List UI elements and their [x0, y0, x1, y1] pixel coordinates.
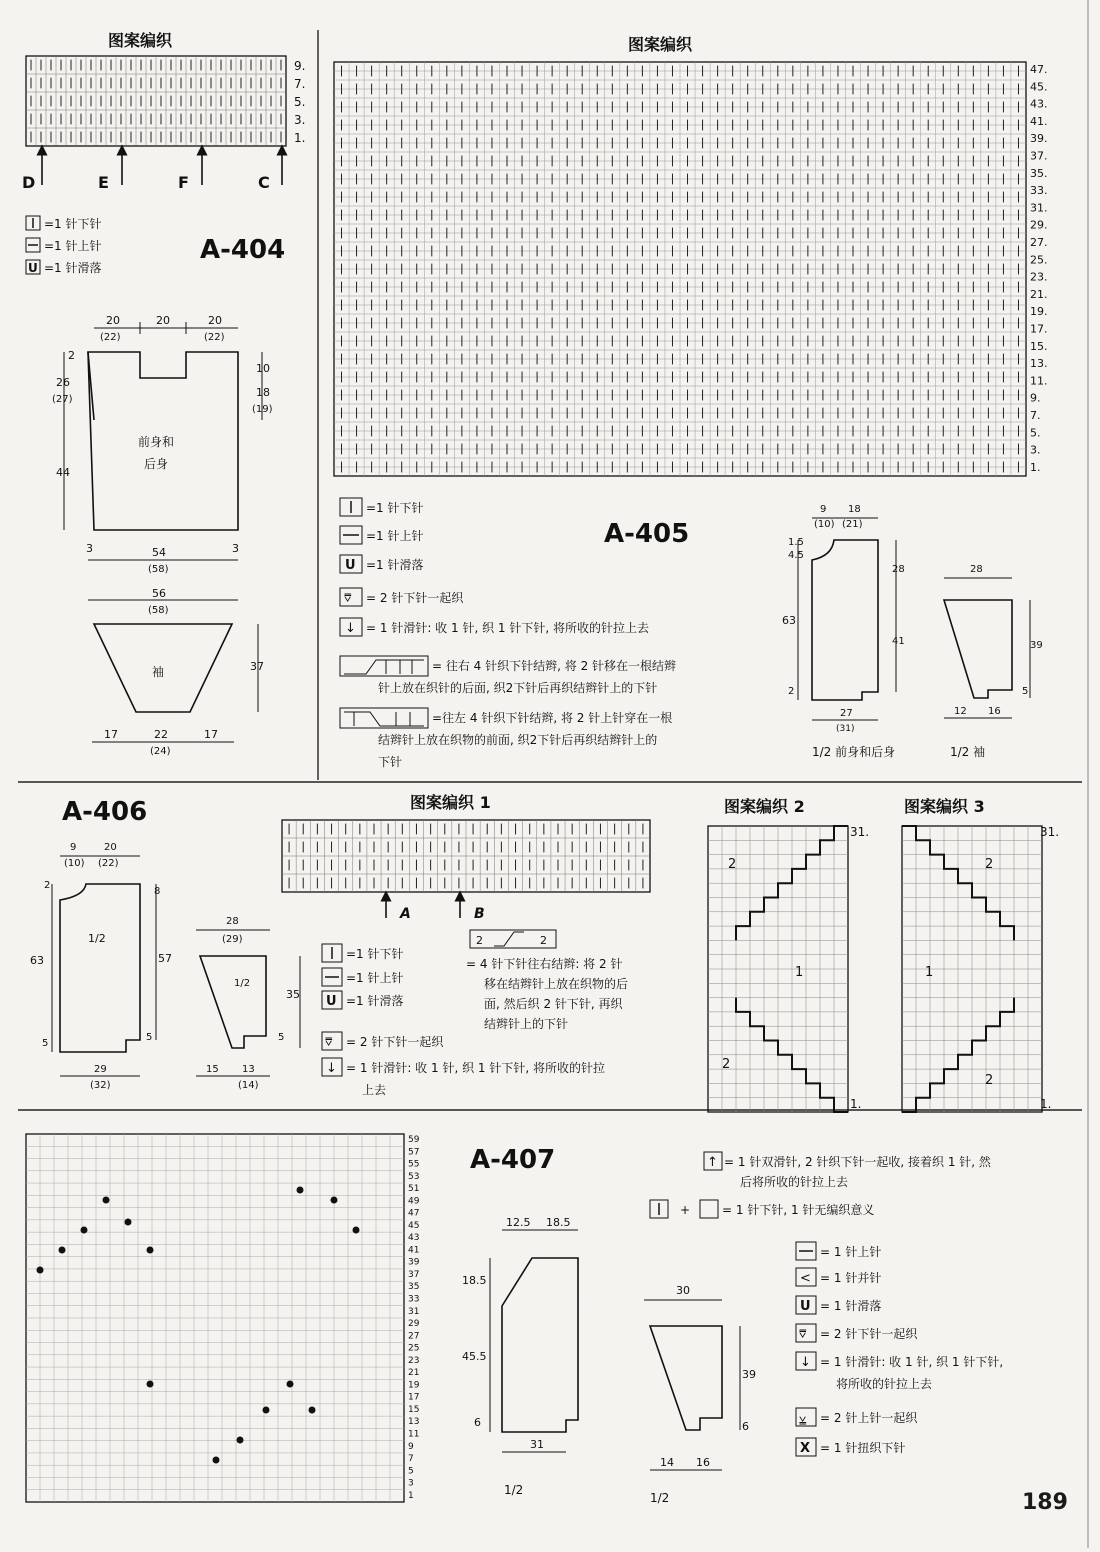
- svg-text:5: 5: [42, 1038, 49, 1049]
- marker-f: F: [178, 173, 189, 192]
- row-number: 27: [408, 1331, 420, 1342]
- svg-text:3: 3: [232, 542, 239, 555]
- row-number: 3: [408, 1478, 414, 1489]
- row-number: 17.: [1030, 322, 1048, 336]
- svg-text:18.5: 18.5: [462, 1274, 487, 1287]
- chart1-title: 图案编织 1: [410, 793, 491, 812]
- svg-text:+: +: [680, 1203, 691, 1217]
- row-number: 15.: [1030, 339, 1048, 353]
- svg-text:1: 1: [795, 965, 804, 980]
- svg-text:⩢: ⩢: [799, 1327, 807, 1341]
- svg-text:45.5: 45.5: [462, 1350, 487, 1363]
- svg-text:上去: 上去: [362, 1083, 387, 1097]
- row-number: 35.: [1030, 166, 1048, 180]
- svg-text:移在结辫针上放在织物的后: 移在结辫针上放在织物的后: [484, 977, 629, 991]
- svg-text:⩢: ⩢: [344, 591, 352, 605]
- svg-text:= 往右 4 针织下针结辫, 将 2 针移在一根结辫: = 往右 4 针织下针结辫, 将 2 针移在一根结辫: [432, 659, 677, 673]
- svg-text:30: 30: [676, 1284, 690, 1297]
- svg-text:= 1 针滑落: = 1 针滑落: [820, 1299, 882, 1313]
- row-number: 37.: [1030, 149, 1048, 163]
- row-number: 5.: [294, 95, 306, 109]
- svg-text:29: 29: [94, 1064, 107, 1075]
- svg-text:2: 2: [44, 880, 51, 891]
- row-number: 3.: [1030, 443, 1041, 457]
- svg-text:=1 针滑落: =1 针滑落: [346, 994, 404, 1008]
- svg-text:= 1 针滑针: 收 1 针, 织 1 针下针, 将所收的针: = 1 针滑针: 收 1 针, 织 1 针下针, 将所收的针拉: [346, 1061, 605, 1075]
- legend-knit: =1 针下针: [44, 217, 102, 231]
- svg-text:(10): (10): [814, 519, 835, 530]
- row-number: 9: [408, 1441, 414, 1452]
- svg-text:(29): (29): [222, 934, 243, 945]
- row-number: 1.: [1030, 460, 1041, 474]
- svg-text:= 2 针下针一起织: = 2 针下针一起织: [820, 1327, 918, 1341]
- svg-text:↑: ↑: [707, 1155, 718, 1170]
- svg-text:13: 13: [242, 1064, 255, 1075]
- svg-text:=往左 4 针织下针结辫, 将 2 针上针穿在一根: =往左 4 针织下针结辫, 将 2 针上针穿在一根: [432, 711, 673, 725]
- svg-text:面, 然后织 2 针下针, 再织: 面, 然后织 2 针下针, 再织: [484, 997, 623, 1011]
- row-number: 13: [408, 1417, 420, 1428]
- svg-text:=1 针滑落: =1 针滑落: [366, 558, 424, 572]
- row-number: 7.: [1030, 409, 1041, 422]
- svg-text:22: 22: [154, 728, 168, 741]
- svg-text:31: 31: [530, 1438, 544, 1451]
- svg-text:= 2 针上针一起织: = 2 针上针一起织: [820, 1411, 918, 1425]
- svg-text:= 2 针下针一起织: = 2 针下针一起织: [346, 1035, 444, 1049]
- row-numbers-404: [294, 59, 305, 145]
- row-number: 9.: [1030, 391, 1041, 405]
- svg-text:6: 6: [742, 1420, 749, 1433]
- svg-text:结辫针上放在织物的前面, 织2下针后再织结辫针上的: 结辫针上放在织物的前面, 织2下针后再织结辫针上的: [378, 733, 658, 747]
- svg-text:↓: ↓: [326, 1061, 337, 1076]
- svg-text:15: 15: [206, 1064, 219, 1075]
- svg-text:2: 2: [68, 349, 75, 362]
- svg-text:针上放在织针的后面, 织2下针后再织结辫针上的下针: 针上放在织针的后面, 织2下针后再织结辫针上的下针: [378, 681, 658, 695]
- row-number: 9.: [294, 59, 306, 73]
- row-number: 43: [408, 1233, 420, 1244]
- row-number: 39: [408, 1257, 420, 1268]
- svg-text:下针: 下针: [378, 755, 403, 769]
- svg-text:44: 44: [56, 466, 70, 479]
- svg-text:1/2: 1/2: [650, 1491, 670, 1505]
- svg-text:3: 3: [86, 542, 93, 555]
- svg-text:= 1 针滑针: 收 1 针, 织 1 针下针,: = 1 针滑针: 收 1 针, 织 1 针下针,: [820, 1355, 1004, 1369]
- marker-b: B: [474, 906, 485, 922]
- sleeve-caption-405: 1/2 袖: [950, 745, 986, 759]
- pattern-id-405: A-405: [604, 519, 690, 549]
- svg-text:(10): (10): [64, 858, 85, 869]
- svg-text:2: 2: [985, 1073, 994, 1088]
- svg-text:↓: ↓: [800, 1355, 811, 1370]
- svg-text:(19): (19): [252, 404, 273, 415]
- svg-text:18: 18: [848, 504, 861, 515]
- svg-text:后将所收的针拉上去: 后将所收的针拉上去: [740, 1175, 849, 1189]
- row-number: 11: [408, 1429, 420, 1440]
- svg-text:9: 9: [70, 842, 77, 853]
- svg-text:2: 2: [985, 857, 994, 872]
- svg-text:1/2: 1/2: [88, 932, 106, 945]
- svg-text:=1 针上针: =1 针上针: [366, 529, 424, 543]
- row-number: 31.: [1030, 201, 1048, 215]
- row-number: 1: [408, 1490, 414, 1501]
- svg-text:28: 28: [970, 564, 983, 575]
- row-number: 3.: [294, 113, 306, 127]
- svg-text:10: 10: [256, 362, 270, 375]
- svg-text:20: 20: [208, 314, 222, 327]
- body-caption-405: 1/2 前身和后身: [812, 745, 896, 759]
- svg-text:1/2: 1/2: [234, 978, 251, 989]
- svg-text:(22): (22): [100, 332, 121, 343]
- pattern-id-407: A-407: [470, 1145, 556, 1175]
- row-number: 35: [408, 1282, 420, 1293]
- sleeve-piece-405: [944, 600, 1012, 698]
- svg-text:<: <: [800, 1271, 811, 1286]
- svg-text:39: 39: [1030, 640, 1043, 651]
- row-number: 29.: [1030, 218, 1048, 232]
- svg-text:57: 57: [158, 952, 172, 965]
- svg-text:↓: ↓: [345, 621, 356, 636]
- svg-text:= 4 针下针往右结辫: 将 2 针: = 4 针下针往右结辫: 将 2 针: [466, 957, 623, 971]
- section-a406: [30, 793, 1059, 1112]
- svg-text:=1 针下针: =1 针下针: [366, 501, 424, 515]
- svg-text:= 1 针扭织下针: = 1 针扭织下针: [820, 1441, 906, 1455]
- svg-text:20: 20: [106, 314, 120, 327]
- svg-text:2: 2: [476, 934, 483, 947]
- row-number: 7: [408, 1454, 414, 1465]
- svg-text:2: 2: [788, 686, 795, 697]
- row-number: 41: [408, 1245, 420, 1256]
- svg-text:(22): (22): [204, 332, 225, 343]
- row-number: 27.: [1030, 236, 1048, 249]
- svg-text:16: 16: [988, 706, 1001, 717]
- svg-text:1: 1: [925, 965, 934, 980]
- marker-c: C: [258, 173, 270, 192]
- svg-text:39: 39: [742, 1368, 756, 1381]
- row-number: 7.: [294, 77, 306, 91]
- section-a404: [22, 31, 305, 757]
- row-number: 25: [408, 1343, 420, 1354]
- svg-text:31.: 31.: [1040, 825, 1060, 839]
- row-number: 49: [408, 1196, 420, 1207]
- chart-title-405: 图案编织: [628, 35, 693, 54]
- row-numbers-407: [408, 1135, 420, 1501]
- row-number: 23: [408, 1355, 420, 1366]
- svg-text:(58): (58): [148, 605, 169, 616]
- row-number: 51: [408, 1184, 420, 1195]
- svg-text:35: 35: [286, 988, 300, 1001]
- svg-text:20: 20: [104, 842, 117, 853]
- svg-text:17: 17: [104, 728, 118, 741]
- svg-text:4.5: 4.5: [788, 550, 804, 561]
- section-a407: [26, 1134, 1003, 1505]
- svg-text:54: 54: [152, 546, 166, 559]
- row-number: 43.: [1030, 97, 1048, 111]
- svg-text:U: U: [326, 994, 337, 1009]
- legend-purl: =1 针上针: [44, 239, 102, 253]
- body-label-2: 后身: [144, 457, 169, 471]
- svg-text:=1 针下针: =1 针下针: [346, 947, 404, 961]
- svg-text:2: 2: [722, 1057, 731, 1072]
- sleeve-piece-407: [650, 1326, 722, 1430]
- body-label-1: 前身和: [138, 435, 175, 449]
- svg-text:将所收的针拉上去: 将所收的针拉上去: [836, 1377, 933, 1391]
- svg-text:5: 5: [278, 1032, 285, 1043]
- row-number: 59: [408, 1135, 420, 1145]
- chart-title-404: 图案编织: [108, 31, 173, 50]
- svg-text:结辫针上的下针: 结辫针上的下针: [484, 1017, 569, 1031]
- svg-text:12: 12: [954, 706, 967, 717]
- row-number: 53: [408, 1171, 420, 1182]
- svg-text:⩣: ⩣: [799, 1411, 807, 1425]
- svg-text:20: 20: [156, 314, 170, 327]
- row-number: 45.: [1030, 80, 1048, 94]
- svg-text:27: 27: [840, 708, 853, 719]
- row-number: 23.: [1030, 270, 1048, 284]
- svg-text:U: U: [28, 261, 38, 275]
- svg-text:41: 41: [892, 636, 905, 647]
- svg-text:= 1 针并针: = 1 针并针: [820, 1271, 882, 1285]
- svg-text:2: 2: [728, 857, 737, 872]
- svg-text:2: 2: [540, 934, 547, 947]
- body-piece-405: [812, 540, 878, 700]
- row-number: 33.: [1030, 184, 1048, 198]
- row-number: 19: [408, 1380, 420, 1391]
- body-piece-406: [60, 884, 140, 1052]
- svg-text:(58): (58): [148, 564, 169, 575]
- svg-text:= 2 针下针一起织: = 2 针下针一起织: [366, 591, 464, 605]
- svg-text:37: 37: [250, 660, 264, 673]
- row-number: 5.: [1030, 426, 1041, 440]
- svg-text:1.5: 1.5: [788, 537, 804, 548]
- svg-text:18.5: 18.5: [546, 1216, 571, 1229]
- row-number: 11.: [1030, 374, 1048, 388]
- svg-text:(24): (24): [150, 746, 171, 757]
- svg-text:U: U: [800, 1299, 811, 1314]
- body-piece-407: [502, 1258, 578, 1432]
- marker-a: A: [400, 906, 411, 922]
- svg-text:18: 18: [256, 386, 270, 399]
- svg-text:6: 6: [474, 1416, 481, 1429]
- row-number: 15: [408, 1404, 420, 1415]
- svg-text:17: 17: [204, 728, 218, 741]
- svg-text:= 1 针上针: = 1 针上针: [820, 1245, 882, 1259]
- marker-e: E: [98, 173, 109, 192]
- pattern-id-406: A-406: [62, 797, 148, 827]
- row-number: 47: [408, 1208, 420, 1219]
- row-number: 1.: [294, 131, 306, 145]
- svg-text:(32): (32): [90, 1080, 111, 1091]
- legend-406: [322, 930, 628, 1097]
- svg-text:5: 5: [1022, 686, 1029, 697]
- svg-text:16: 16: [696, 1456, 710, 1469]
- row-number: 13.: [1030, 357, 1048, 371]
- svg-text:14: 14: [660, 1456, 674, 1469]
- row-number: 25.: [1030, 253, 1048, 267]
- chart2-title: 图案编织 2: [724, 797, 805, 816]
- row-number: 21: [408, 1368, 420, 1379]
- svg-text:= 1 针下针, 1 针无编织意义: = 1 针下针, 1 针无编织意义: [722, 1203, 875, 1217]
- svg-text:5: 5: [146, 1032, 153, 1043]
- svg-text:=1 针上针: =1 针上针: [346, 971, 404, 985]
- row-number: 29: [408, 1319, 420, 1330]
- marker-d: D: [22, 173, 36, 192]
- legend-slip: =1 针滑落: [44, 261, 102, 275]
- svg-text:(31): (31): [836, 724, 855, 734]
- svg-text:(21): (21): [842, 519, 863, 530]
- row-number: 37: [408, 1269, 420, 1280]
- svg-text:(22): (22): [98, 858, 119, 869]
- row-number: 47.: [1030, 63, 1048, 76]
- legend-407: [650, 1152, 1003, 1456]
- pattern-id-404: A-404: [200, 235, 286, 265]
- row-number: 39.: [1030, 132, 1048, 146]
- chart3-title: 图案编织 3: [904, 797, 985, 816]
- sleeve-label-404: 袖: [152, 665, 165, 679]
- row-number: 33: [408, 1294, 420, 1305]
- svg-text:8: 8: [154, 886, 161, 897]
- svg-text:63: 63: [30, 954, 44, 967]
- svg-text:31.: 31.: [850, 825, 870, 839]
- svg-text:1.: 1.: [850, 1097, 862, 1111]
- svg-text:1/2: 1/2: [504, 1483, 524, 1497]
- svg-text:= 1 针双滑针, 2 针织下针一起收, 接着织 1 针,: = 1 针双滑针, 2 针织下针一起收, 接着织 1 针, 然: [724, 1155, 991, 1169]
- svg-text:⩢: ⩢: [325, 1035, 333, 1049]
- svg-text:U: U: [345, 558, 356, 573]
- row-number: 19.: [1030, 305, 1048, 319]
- row-number: 41.: [1030, 114, 1048, 128]
- page-number: 189: [1022, 1490, 1068, 1515]
- svg-text:9: 9: [820, 504, 827, 515]
- sleeve-piece-406: [200, 956, 266, 1048]
- svg-text:28: 28: [892, 564, 905, 575]
- row-number: 45: [408, 1220, 420, 1231]
- svg-text:26: 26: [56, 376, 70, 389]
- svg-text:= 1 针滑针: 收 1 针, 织 1 针下针, 将所收的针: = 1 针滑针: 收 1 针, 织 1 针下针, 将所收的针拉上去: [366, 621, 649, 635]
- row-number: 57: [408, 1147, 420, 1158]
- row-number: 21.: [1030, 287, 1048, 301]
- row-number: 5: [408, 1466, 414, 1477]
- chart-markers-404: [22, 150, 282, 192]
- row-numbers-405: [1030, 63, 1048, 474]
- svg-text:(27): (27): [52, 394, 73, 405]
- row-number: 31: [408, 1306, 420, 1317]
- svg-text:56: 56: [152, 587, 166, 600]
- row-number: 17: [408, 1392, 420, 1403]
- row-number: 55: [408, 1159, 420, 1170]
- legend-404: [26, 216, 102, 275]
- section-a405: [334, 35, 1048, 769]
- svg-text:1.: 1.: [1040, 1097, 1052, 1111]
- svg-text:(14): (14): [238, 1080, 259, 1091]
- svg-text:12.5: 12.5: [506, 1216, 531, 1229]
- svg-text:28: 28: [226, 916, 239, 927]
- svg-text:X: X: [800, 1441, 811, 1456]
- svg-text:63: 63: [782, 614, 796, 627]
